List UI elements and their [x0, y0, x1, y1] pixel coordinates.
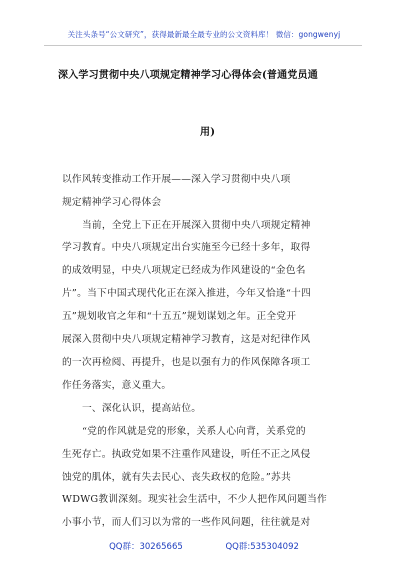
body-line: “党的作风就是党的形象，关系人心向背，关系党的	[82, 426, 306, 437]
body-line: 的成效明显，中央八项规定已经成为作风建设的“金色名	[62, 265, 306, 276]
body-line: 作任务落实，意义重大。	[62, 380, 172, 391]
footer-qq-group-2: QQ群:535304092	[225, 542, 299, 552]
body-line: 片”。当下中国式现代化正在深入推进，今年又恰逢“十四	[62, 288, 311, 299]
footer-qq-group-1: QQ群：30265665	[109, 542, 183, 552]
body-line: WDWG教训深刻。现实社会生活中，不少人把作风问题当作	[62, 494, 327, 505]
body-line: 以作风转变推动工作开展——深入学习贯彻中央八项	[62, 174, 291, 185]
section-heading: 一、深化认识，提高站位。	[82, 403, 202, 414]
document-title-line-2: 用)	[200, 127, 216, 138]
footer	[0, 540, 408, 552]
body-line: 小事小节，而人们习以为常的一些作风问题，往往就是对	[62, 517, 311, 528]
header-banner: 关注头条号“公文研究”，获得最新最全最专业的公文资料库！ 微信：gongwenyj	[67, 30, 341, 39]
body-line: 学习教育。中央八项规定出台实施至今已经十多年，取得	[62, 242, 311, 253]
body-line: 规定精神学习心得体会	[62, 197, 162, 208]
body-line: 当前，全党上下正在开展深入贯彻中央八项规定精神	[82, 220, 311, 231]
body-line: 五”规划收官之年和“十五五”规划谋划之年。正全党开	[62, 311, 297, 322]
body-line: 的一次再检阅、再提升，也是以强有力的作风保障各项工	[62, 357, 311, 368]
body-line: 蚀党的肌体，就有失去民心、丧失政权的危险。”苏共	[62, 472, 291, 483]
header-divider	[44, 45, 362, 46]
document-title-line-1: 深入学习贯彻中央八项规定精神学习心得体会(普通党员通	[58, 70, 318, 81]
body-line: 展深入贯彻中央八项规定精神学习教育，这是对纪律作风	[62, 334, 311, 345]
body-line: 生死存亡。执政党如果不注重作风建设，听任不正之风侵	[62, 449, 311, 460]
